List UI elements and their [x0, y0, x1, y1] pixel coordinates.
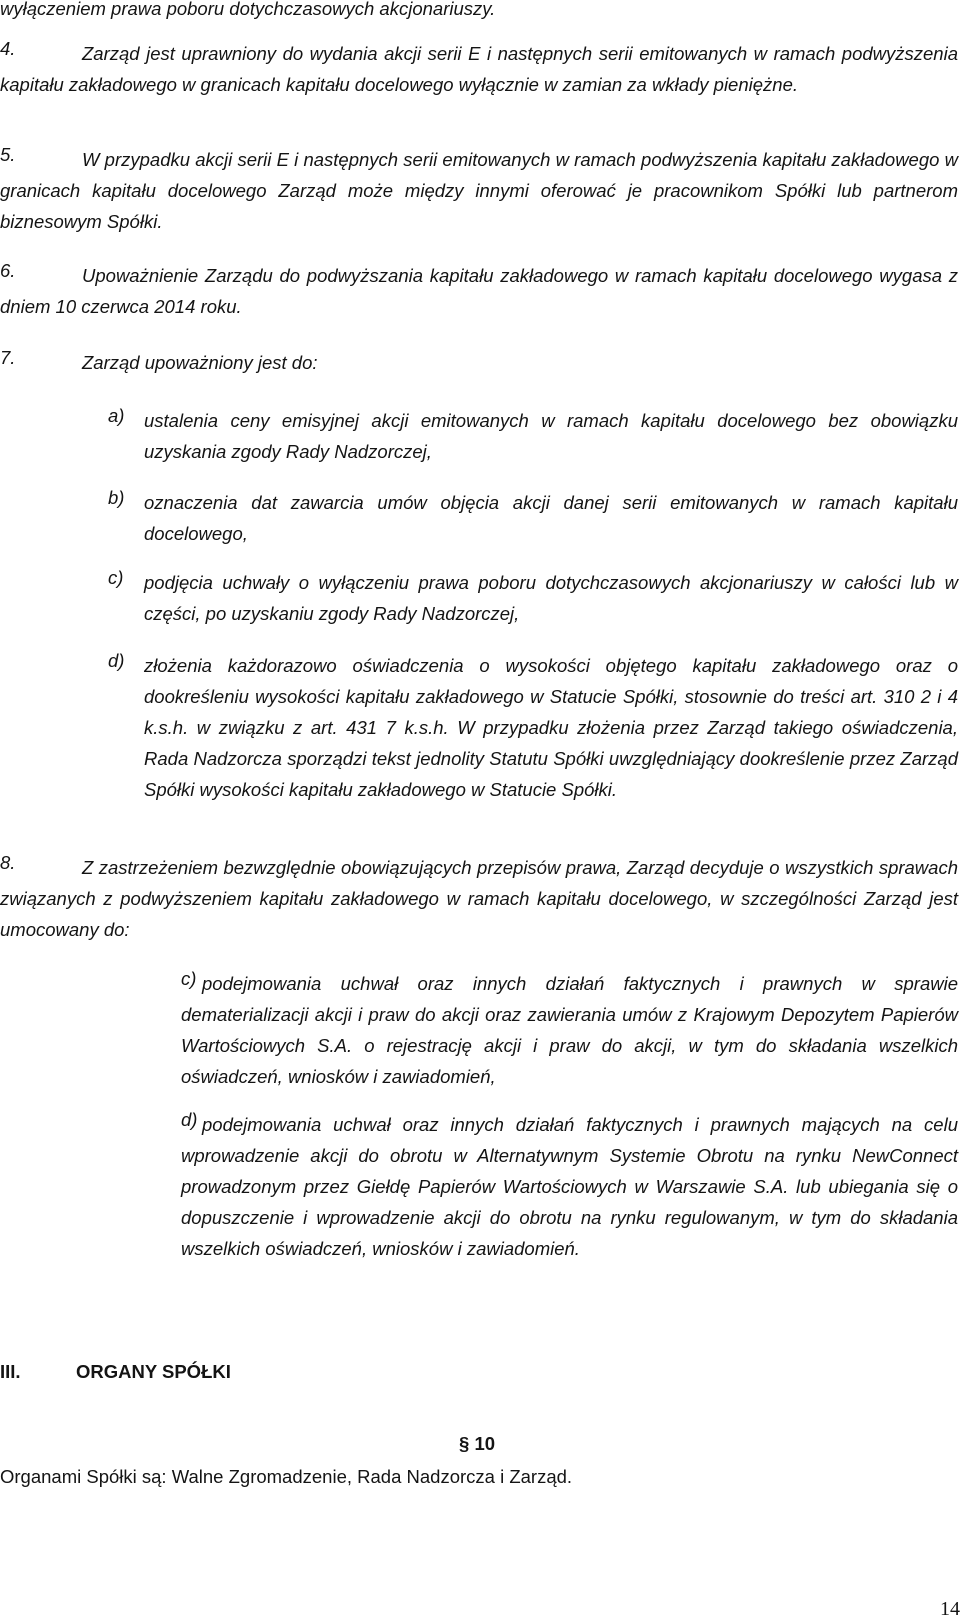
item-d2: podejmowania uchwał oraz innych działań faktycznych i prawnych mających na celu wprowadzenie akcji do obrotu w Alternatywnym Systemie Obrotu na rynku NewConnect prowadzonym przez Giełdę Papierów Wartościowych w Warszawie S.A. lub ubiegania się o dopuszczenie i wprowadzenie akcji do obrotu na rynku regulowanym, w tym do składania wszelkich oświadczeń, wniosków i zawiadomień. [181, 1114, 958, 1259]
section-number: III. [0, 1361, 21, 1382]
continuation-line: wyłączeniem prawa poboru dotychczasowych akcjonariuszy. [0, 0, 496, 19]
item-b-label: b) [108, 487, 125, 508]
paragraph-6: Upoważnienie Zarządu do podwyższania kapitału zakładowego w ramach kapitału docelowego wygasa z dniem 10 czerwca 2014 roku. [0, 265, 958, 317]
paragraph-8-number: 8. [0, 852, 16, 873]
paragraph-4: Zarząd jest uprawniony do wydania akcji serii E i następnych serii emitowanych w ramach podwyższenia kapitału zakładowego w granicach kapitału docelowego wyłącznie w zamian za wkłady pieniężne. [0, 43, 958, 95]
paragraph-5-number: 5. [0, 144, 16, 165]
paragraph-5: W przypadku akcji serii E i następnych serii emitowanych w ramach podwyższenia kapitału zakładowego w granicach kapitału docelowego Zarząd może między innymi oferować je pracownikom Spółki lub partnerom biznesowym Spółki. [0, 149, 958, 232]
paragraph-7-number: 7. [0, 347, 16, 368]
page-number: 14 [940, 1598, 960, 1620]
item-c-label: c) [108, 567, 124, 588]
item-a: ustalenia ceny emisyjnej akcji emitowanych w ramach kapitału docelowego bez obowiązku uzyskania zgody Rady Nadzorczej, [144, 410, 958, 462]
section-title: ORGANY SPÓŁKI [76, 1361, 231, 1382]
item-c: podjęcia uchwały o wyłączeniu prawa poboru dotychczasowych akcjonariuszy w całości lub w części, po uzyskaniu zgody Rady Nadzorczej, [144, 572, 958, 624]
paragraph-sign: § [459, 1433, 470, 1454]
item-d2-label: d) [181, 1109, 198, 1130]
paragraph-4-number: 4. [0, 38, 16, 59]
paragraph-8: Z zastrzeżeniem bezwzględnie obowiązujących przepisów prawa, Zarząd decyduje o wszystkich sprawach związanych z podwyższeniem kapitału zakładowego w ramach kapitału docelowego, w szczególności Zarząd jest umocowany do: [0, 857, 958, 940]
paragraph-heading [459, 1433, 495, 1455]
paragraph-6-number: 6. [0, 260, 16, 281]
paragraph-7: Zarząd upoważniony jest do: [82, 352, 318, 373]
paragraph-heading-number: 10 [474, 1433, 496, 1454]
item-d: złożenia każdorazowo oświadczenia o wysokości objętego kapitału zakładowego oraz o dookreśleniu wysokości kapitału zakładowego w Statucie Spółki, stosownie do treści art. 310 2 i 4 k.s.h. w związku z art. 431 7 k.s.h. W przypadku złożenia przez Zarząd takiego oświadczenia, Rada Nadzorcza sporządzi tekst jednolity Statutu Spółki uwzględniający dookreślenie przez Zarząd Spółki wysokości kapitału zakładowego w Statucie Spółki. [144, 655, 958, 800]
section-text: Organami Spółki są: Walne Zgromadzenie, Rada Nadzorcza i Zarząd. [0, 1466, 573, 1487]
item-a-label: a) [108, 405, 125, 426]
item-b: oznaczenia dat zawarcia umów objęcia akcji danej serii emitowanych w ramach kapitału docelowego, [144, 492, 958, 544]
item-c2-label: c) [181, 968, 197, 989]
item-d-label: d) [108, 650, 125, 671]
item-c2: podejmowania uchwał oraz innych działań faktycznych i prawnych w sprawie dematerializacji akcji i praw do akcji oraz zawierania umów z Krajowym Depozytem Papierów Wartościowych S.A. o rejestrację akcji i praw do akcji, w tym do składania wszelkich oświadczeń, wniosków i zawiadomień, [181, 973, 958, 1087]
